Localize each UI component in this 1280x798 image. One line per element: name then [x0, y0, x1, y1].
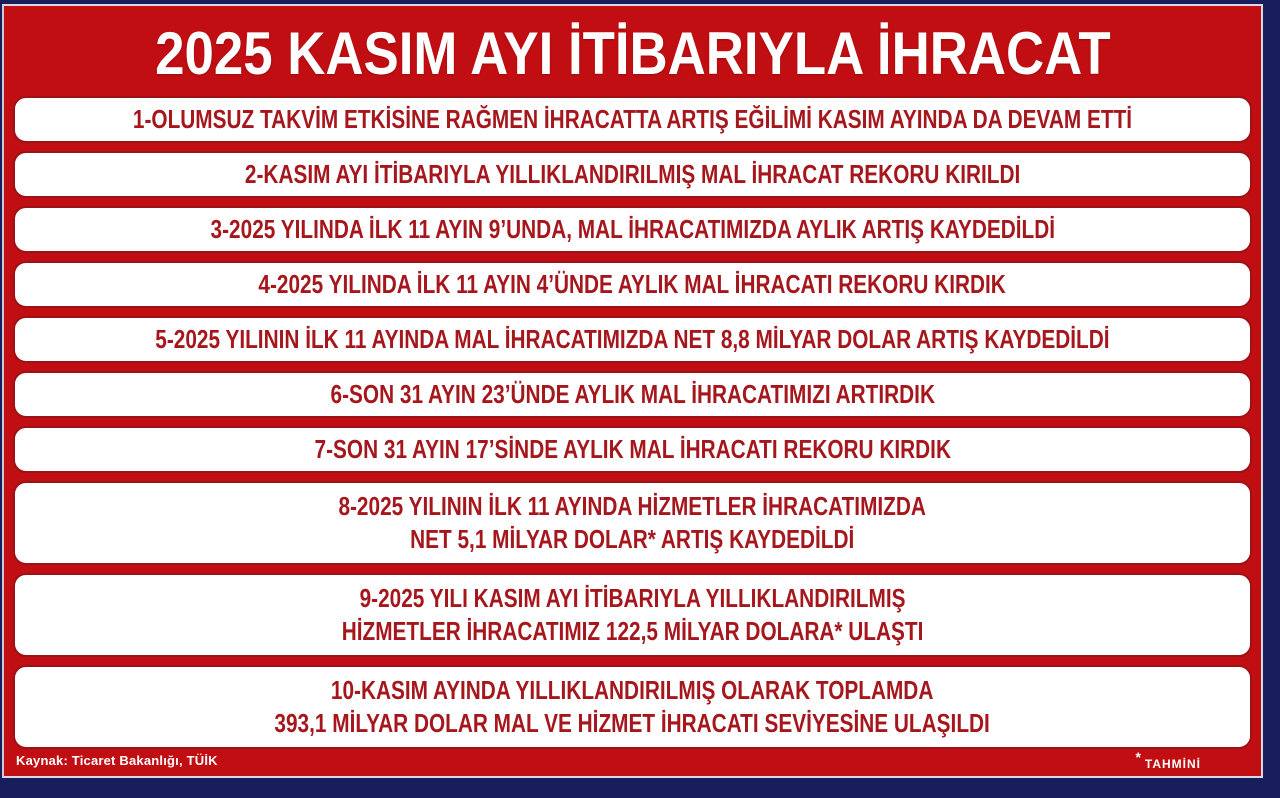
slide-panel	[2, 4, 1263, 778]
fact-list	[13, 96, 1252, 749]
fact-line: NET 5,1 MİLYAR DOLAR* ARTIŞ KAYDEDİLDİ	[410, 524, 855, 554]
fact-line: 3-2025 YILINDA İLK 11 AYIN 9’UNDA, MAL İHRACATIMIZDA AYLIK ARTIŞ KAYDEDİLDİ	[210, 214, 1055, 244]
fact-row-9-text	[342, 582, 924, 648]
fact-line: 7-SON 31 AYIN 17’SİNDE AYLIK MAL İHRACATI REKORU KIRDIK	[314, 434, 951, 464]
fact-row-8-text	[339, 490, 927, 556]
fact-line: 10-KASIM AYINDA YILLIKLANDIRILMIŞ OLARAK TOPLAMDA	[331, 675, 934, 705]
footer	[16, 747, 1249, 773]
footnote-label: TAHMİNİ	[1144, 757, 1201, 771]
fact-row-2	[13, 151, 1252, 198]
fact-row-10-text	[275, 674, 990, 740]
page-title-text: 2025 KASIM AYI İTİBARIYLA İHRACAT	[154, 19, 1111, 87]
fact-line: 6-SON 31 AYIN 23’ÜNDE AYLIK MAL İHRACATIMIZI ARTIRDIK	[330, 379, 935, 409]
fact-line: 393,1 MİLYAR DOLAR MAL VE HİZMET İHRACATI SEVİYESİNE ULAŞILDI	[274, 708, 991, 738]
fact-line: 5-2025 YILININ İLK 11 AYINDA MAL İHRACATIMIZDA NET 8,8 MİLYAR DOLAR ARTIŞ KAYDEDİLDİ	[155, 324, 1110, 354]
fact-line: HİZMETLER İHRACATIMIZ 122,5 MİLYAR DOLARA* ULAŞTI	[341, 616, 924, 646]
fact-row-7	[13, 426, 1252, 473]
fact-line: 1-OLUMSUZ TAKVİM ETKİSİNE RAĞMEN İHRACATTA ARTIŞ EĞİLİMİ KASIM AYINDA DA DEVAM ETTİ	[132, 104, 1133, 134]
fact-row-9	[13, 573, 1252, 657]
page-title	[4, 12, 1261, 94]
fact-row-5	[13, 316, 1252, 363]
fact-row-1-text	[133, 103, 1132, 136]
fact-row-3-text	[210, 213, 1054, 246]
fact-row-2-text	[245, 158, 1020, 191]
fact-row-4	[13, 261, 1252, 308]
fact-row-1	[13, 96, 1252, 143]
source-credit: Kaynak: Ticaret Bakanlığı, TÜİK	[16, 752, 218, 768]
footnote-asterisk: *	[1135, 749, 1141, 765]
fact-line: 9-2025 YILI KASIM AYI İTİBARIYLA YILLIKLANDIRILMIŞ	[359, 583, 906, 613]
fact-row-3	[13, 206, 1252, 253]
fact-row-7-text	[314, 433, 950, 466]
fact-row-6	[13, 371, 1252, 418]
fact-row-5-text	[155, 323, 1109, 356]
fact-row-8	[13, 481, 1252, 565]
fact-row-10	[13, 665, 1252, 749]
fact-line: 4-2025 YILINDA İLK 11 AYIN 4’ÜNDE AYLIK MAL İHRACATI REKORU KIRDIK	[258, 269, 1007, 299]
fact-row-6-text	[330, 378, 934, 411]
fact-line: 8-2025 YILININ İLK 11 AYINDA HİZMETLER İHRACATIMIZDA	[338, 491, 927, 521]
fact-line: 2-KASIM AYI İTİBARIYLA YILLIKLANDIRILMIŞ MAL İHRACAT REKORU KIRILDI	[244, 159, 1021, 189]
fact-row-4-text	[259, 268, 1006, 301]
footnote	[1135, 749, 1249, 771]
